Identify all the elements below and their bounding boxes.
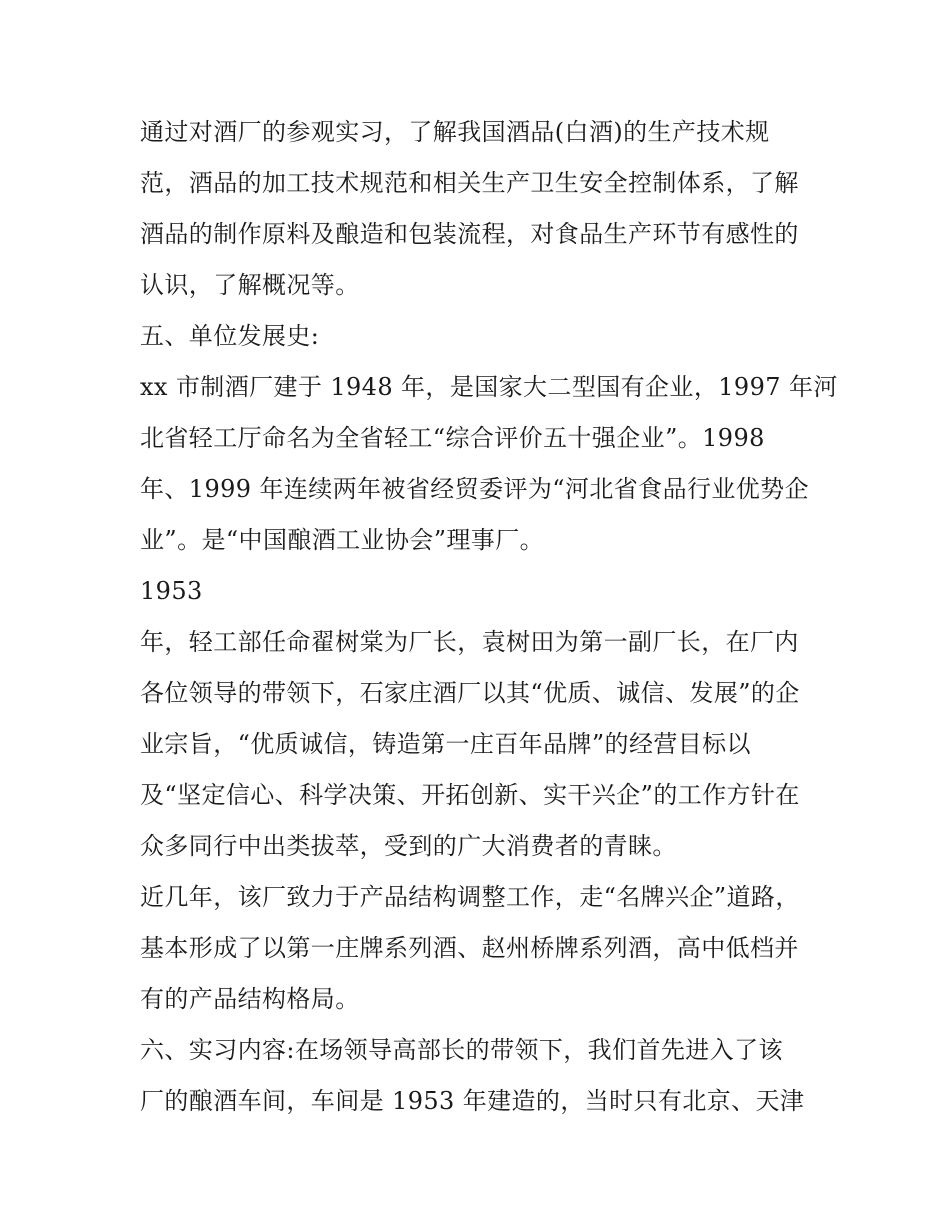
text-line: 厂的酿酒车间，车间是 1953 年建造的，当时只有北京、天津 (140, 1087, 805, 1115)
text-line: 众多同行中出类拔萃，受到的广大消费者的青睐。 (140, 832, 677, 860)
section-heading: 五、单位发展史: (140, 322, 320, 350)
text-line: 酒品的制作原料及酿造和包装流程，对食品生产环节有感性的 (140, 220, 799, 248)
text-line: 业宗旨，“优质诚信，铸造第一庄百年品牌”的经营目标以 (140, 730, 751, 758)
text-line: 及“坚定信心、科学决策、开拓创新、实干兴企”的工作方针在 (140, 781, 800, 809)
text-line: 基本形成了以第一庄牌系列酒、赵州桥牌系列酒，高中低档并 (140, 934, 799, 962)
text-line: 认识，了解概况等。 (140, 271, 360, 299)
text-line: 业”。是“中国酿酒工业协会”理事厂。 (140, 526, 545, 554)
text-line: 年、1999 年连续两年被省经贸委评为“河北省食品行业优势企 (140, 475, 809, 503)
text-line: 各位领导的带领下，石家庄酒厂以其“优质、诚信、发展”的企 (140, 679, 800, 707)
text-line: 年，轻工部任命翟树棠为厂长，袁树田为第一副厂长，在厂内 (140, 628, 799, 656)
text-line: 1953 (140, 577, 203, 605)
text-line: 有的产品结构格局。 (140, 985, 360, 1013)
section-heading: 六、实习内容:在场领导高部长的带领下，我们首先进入了该 (140, 1036, 783, 1064)
text-line: 范，酒品的加工技术规范和相关生产卫生安全控制体系，了解 (140, 169, 799, 197)
text-line: 通过对酒厂的参观实习，了解我国酒品(白酒)的生产技术规 (140, 118, 770, 146)
text-line: xx 市制酒厂建于 1948 年，是国家大二型国有企业，1997 年河 (140, 373, 838, 401)
document-body (140, 107, 838, 1127)
text-line: 北省轻工厅命名为全省轻工“综合评价五十强企业”。1998 (140, 424, 765, 452)
text-line: 近几年，该厂致力于产品结构调整工作，走“名牌兴企”道路， (140, 883, 800, 911)
